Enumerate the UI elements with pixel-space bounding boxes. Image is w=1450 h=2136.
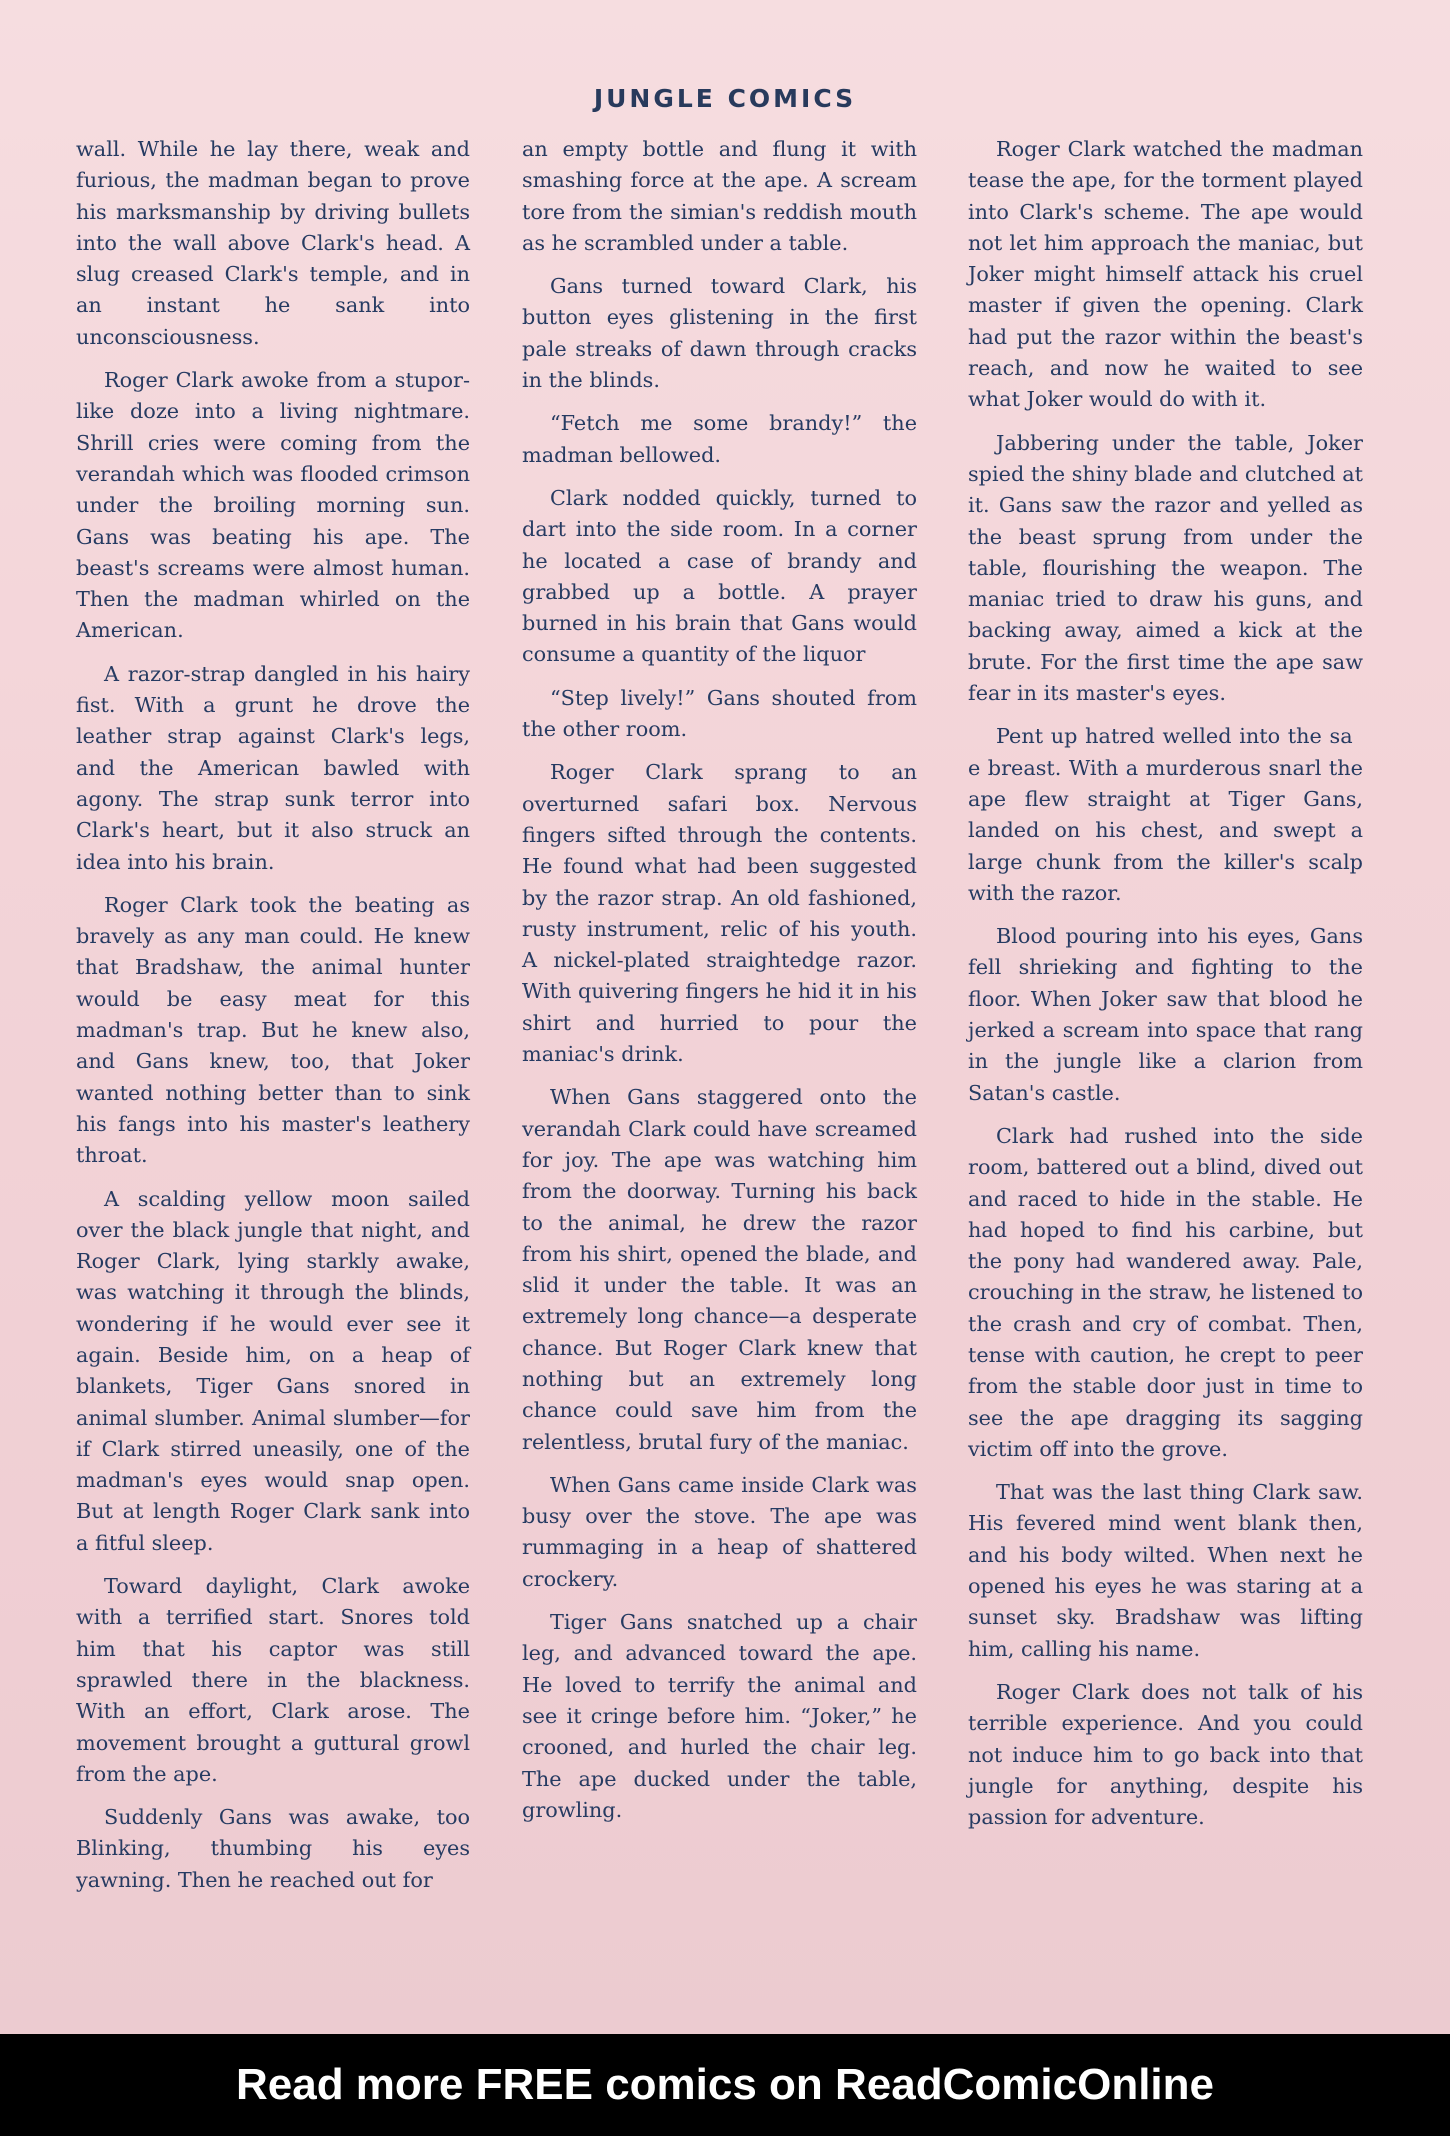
paragraph: Roger Clark took the beating as bravely as any man could. He knew that Bradshaw, the animal hunter would be easy meat for this madman's trap. But he knew also, and Gans knew, too, that Joker wanted nothing better than to sink his fangs into his master's leathery throat. (76, 892, 470, 1168)
paragraph: That was the last thing Clark saw. His fevered mind went blank then, and his body wilted. When next he opened his eyes he was staring at a sunset sky. Bradshaw was lifting him, calling his name. (968, 1480, 1363, 1661)
paragraph: Jabbering under the table, Joker spied the shiny blade and clutched at it. Gans saw the razor and yelled as the beast sprung from under the table, flourishing the weapon. The maniac tried to draw his guns, and backing away, aimed a kick at the brute. For the first time the ape saw fear in its master's eyes. (968, 430, 1363, 706)
promo-banner-text[interactable]: Read more FREE comics on ReadComicOnline (235, 2060, 1214, 2109)
paragraph: Gans turned toward Clark, his button eyes glistening in the first pale streaks of dawn through cracks in the blinds. (522, 274, 917, 393)
paragraph: A razor-strap dangled in his hairy fist. With a grunt he drove the leather strap against Clark's legs, and the American bawled with agony. The strap sunk terror into Clark's heart, but it also struck an idea into his brain. (76, 661, 470, 874)
paragraph: Clark had rushed into the side room, battered out a blind, dived out and raced to hide in the stable. He had hoped to find his carbine, but the pony had wandered away. Pale, crouching in the straw, he listened to the crash and cry of combat. Then, tense with caution, he crept to peer from the stable door just in time to see the ape dragging its sagging victim off into the grove. (968, 1123, 1363, 1461)
paragraph: “Step lively!” Gans shouted from the other room. (522, 685, 917, 742)
paragraph: Roger Clark watched the madman tease the ape, for the torment played into Clark's scheme. The ape would not let him approach the maniac, but Joker might himself attack his cruel master if given the opening. Clark had put the razor within the beast's reach, and now he waited to see what Joker would do with it. (968, 137, 1363, 412)
paragraph: Roger Clark sprang to an overturned safari box. Nervous fingers sifted through the contents. He found what had been suggested by the razor strap. An old fashioned, rusty instrument, relic of his youth. A nickel-plated straightedge razor. With quivering fingers he hid it in his shirt and hurried to pour the maniac's drink. (522, 760, 917, 1067)
paragraph: Blood pouring into his eyes, Gans fell shrieking and fighting to the floor. When Joker saw that blood he jerked a scream into space that rang in the jungle like a clarion from Satan's castle. (968, 924, 1363, 1105)
paragraph: Toward daylight, Clark awoke with a terrified start. Snores told him that his captor was still sprawled there in the blackness. With an effort, Clark arose. The movement brought a guttural growl from the ape. (76, 1574, 470, 1786)
promo-banner[interactable] (0, 2034, 1450, 2136)
paragraph: an empty bottle and flung it with smashing force at the ape. A scream tore from the simian's reddish mouth as he scrambled under a table. (522, 137, 917, 255)
paragraph: A scalding yellow moon sailed over the black jungle that night, and Roger Clark, lying starkly awake, was watching it through the blinds, wondering if he would ever see it again. Beside him, on a heap of blankets, Tiger Gans snored in animal slumber. Animal slumber—for if Clark stirred uneasily, one of the madman's eyes would snap open. But at length Roger Clark sank into a fitful sleep. (76, 1186, 470, 1555)
paragraph: Suddenly Gans was awake, too Blinking, thumbing his eyes yawning. Then he reached out for (76, 1805, 470, 1892)
paragraph: Roger Clark does not talk of his terrible experience. And you could not induce him to go back into that jungle for anything, despite his passion for adventure. (968, 1679, 1363, 1830)
paragraph: Clark nodded quickly, turned to dart into the side room. In a corner he located a case of brandy and grabbed up a bottle. A prayer burned in his brain that Gans would consume a quantity of the liquor (522, 485, 917, 667)
paragraph: Roger Clark awoke from a stupor-like doze into a living nightmare. Shrill cries were coming from the verandah which was flooded crimson under the broiling morning sun. Gans was beating his ape. The beast's screams were almost human. Then the madman whirled on the American. (76, 368, 470, 643)
paragraph: “Fetch me some brandy!” the madman bellowed. (522, 411, 917, 467)
paragraph: Tiger Gans snatched up a chair leg, and advanced toward the ape. He loved to terrify the animal and see it cringe before him. “Joker,” he crooned, and hurled the chair leg. The ape ducked under the table, growling. (522, 1610, 917, 1822)
text-column-1 (76, 134, 470, 1908)
paragraph: When Gans came inside Clark was busy over the stove. The ape was rummaging in a heap of shattered crockery. (522, 1472, 917, 1591)
paragraph: Pent up hatred welled into the sa e breast. With a murderous snarl the ape flew straight at Tiger Gans, landed on his chest, and swept a large chunk from the killer's scalp with the razor. (968, 724, 1363, 905)
text-column-3 (968, 134, 1363, 1845)
page-header-title: JUNGLE COMICS (593, 84, 857, 113)
paragraph: wall. While he lay there, weak and furious, the madman began to prove his marksmanship by driving bullets into the wall above Clark's head. A slug creased Clark's temple, and in an instant he sank into unconsciousness. (76, 137, 470, 349)
paragraph: When Gans staggered onto the verandah Clark could have screamed for joy. The ape was watching him from the doorway. Turning his back to the animal, he drew the razor from his shirt, opened the blade, and slid it under the table. It was an extremely long chance—a desperate chance. But Roger Clark knew that nothing but an extremely long chance could save him from the relentless, brutal fury of the maniac. (522, 1085, 917, 1454)
text-column-2 (522, 134, 917, 1838)
